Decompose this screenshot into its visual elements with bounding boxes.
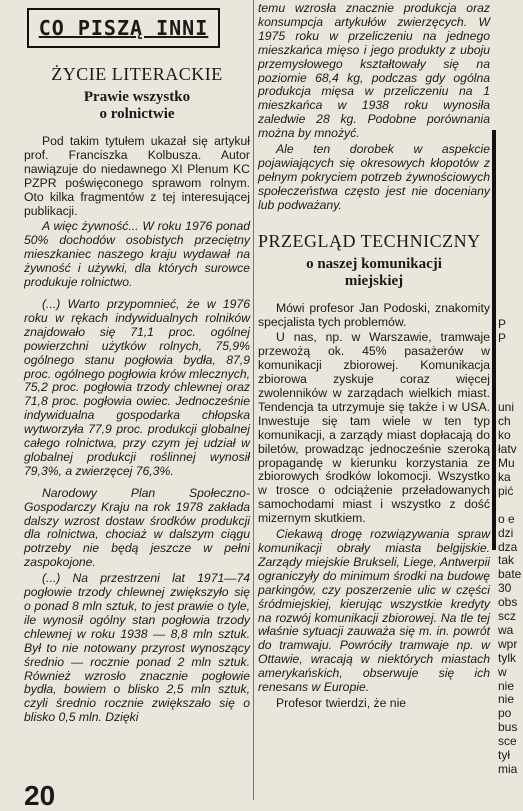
article-title-line-2: o rolnictwie (99, 106, 175, 122)
right-column (258, 2, 490, 711)
cut-off-line: 30 (498, 581, 512, 596)
cut-off-line: Mu (498, 456, 515, 471)
cut-off-line: w (498, 664, 507, 679)
paragraph: Mówi profesor Jan Podoski, znakomity specjalista tych problemów. (258, 300, 490, 329)
paragraph: Ale ten dorobek w aspekcie pojawiających się okresowych kłopotów z pełnym pokryciem potrzeb żywnościowych społeczeństwa często jest nie doceniany lub podważany. (258, 142, 490, 212)
cut-off-line: scz (498, 609, 516, 624)
column-divider (253, 0, 254, 800)
cut-off-line (498, 388, 523, 402)
cut-off-line: tylk (498, 650, 516, 665)
cut-off-line: o e (498, 511, 515, 526)
paragraph: Profesor twierdzi, że nie (276, 695, 407, 710)
cut-off-line: nie (498, 678, 515, 693)
section-masthead (27, 8, 220, 48)
paragraph: (...) Na przestrzeni lat 1971—74 pogłowie trzody chlewnej zwiększyło się o ponad 8 mln sztuk, to jest prawie o tyle, ile wynosił ogólny stan pogłowia trzody chlewnej w roku 1938 — 8,8 mln sztuk. Był to nie notowany przyrost wynoszący średnio — rocznie ponad 2 mln sztuk. Również wzrosło znacznie pogłowie bydła, bowiem o blisko 2,5 mln sztuk, czyli średnio rocznie zwiększało się o blisko 0,5 mln. Dzięki (24, 571, 250, 725)
cut-off-text (498, 318, 523, 777)
cut-off-line: pić (498, 483, 514, 498)
cut-off-line: wpr (498, 636, 518, 651)
cut-off-line: ko (498, 428, 511, 443)
cut-off-column (498, 318, 523, 777)
cut-off-line: wa (498, 622, 514, 637)
cut-off-line: dza (498, 539, 518, 554)
cut-off-line (498, 346, 523, 360)
cut-off-line: po (498, 706, 512, 721)
cut-off-line (498, 374, 523, 388)
cut-off-line: P (498, 318, 507, 331)
paragraph: A więc żywność... W roku 1976 ponad 50% dochodów osobistych przeciętny mieszkaniec naszego kraju wydawał na żywność i używki, dla których surowce produkuje rolnictwo. (24, 219, 250, 290)
lead-paragraph: Pod takim tytułem ukazał się artykuł prof. Franciszka Kolbusza. Autor nawiązuje do niedawnego XI Plenum KC PZPR poświęconego sprawom rolnym. Oto kilka fragmentów z tej interesującej publikacji. (24, 134, 250, 218)
article-title-line-1: Prawie wszystko (83, 89, 191, 105)
article-title-line-1: o naszej komunikacji (306, 255, 442, 272)
source-heading: PRZEGLĄD TECHNICZNY (258, 230, 481, 251)
cut-off-line: P (498, 330, 507, 345)
cut-off-line (498, 360, 523, 374)
cut-off-line: bus (498, 720, 518, 735)
paragraph: U nas, np. w Warszawie, tramwaje przewożą ok. 45% pasażerów w komunikacji zbiorowej. Komunikacja zbiorowa zyskuje coraz więcej zwolenników w zarządach wielkich miast. Tendencja ta utrzymuje się także i w USA. Inwestuje się tam wiele w ten typ komunikacji, a zarządy miast dopłacają do biletów, prowadząc jednocześnie szeroką propagandę w kierunku korzystania ze zbiorowych środków lokomocji. Wszystko w trosce o odciążenie przeładowanych samochodami miast i wszystko z dość mizernym skutkiem. (258, 330, 490, 526)
cut-off-line: ch (498, 414, 511, 429)
paragraph: (...) Warto przypomnieć, że w 1976 roku w rękach indywidualnych rolników znajdowało się 71,1 proc. ogólnej powierzchni użytków rolnych, 75,9% ogólnego stanu pogłowia bydła, 87,9 proc. ogólnego pogłowia krów mlecznych, 75,2 proc. pogłowia trzody chlewnej oraz 71,8 proc. pogłowia owiec. Jednocześnie indywidualna gospodarka chłopska wytworzyła 77,9 proc. produkcji globalnej całego rolnictwa, przy czym jej udział w globalnej produkcji roślinnej wynosił 79,3%, a zwierzęcej 76,3%. (24, 296, 250, 478)
page-number: 20 (24, 780, 56, 811)
cut-off-line: mia (498, 762, 518, 776)
cut-off-line: dzi (498, 525, 514, 540)
cut-off-line: obs (498, 595, 518, 610)
masthead-title: CO PISZĄ INNI (38, 16, 209, 40)
cut-off-line: bate (498, 567, 522, 582)
cut-off-line: ka (498, 469, 511, 484)
paragraph: temu wzrosła znacznie produkcja oraz konsumpcja artykułów zwierzęcych. W 1975 roku w przeliczeniu na jednego mieszkańca mięso i jego produkty z uboju przemysłowego kształtowały się na poziomie 68,4 kg, podczas gdy ogólna produkcja mięsa w przeliczeniu na 1 mieszkańca w 1938 roku wynosiła zaledwie 28 kg. Podobne porównania można by mnożyć. (258, 1, 490, 141)
cut-off-line: uni (498, 400, 515, 415)
paragraph: Ciekawą drogę rozwiązywania spraw komunikacji obrały miasta belgijskie. Zarządy miejskie Brukseli, Liege, Antwerpii ograniczyły do minimum środki na budowę parkingów, czy poszerzenie ulic w części śródmiejskiej, kierując wszystkie kredyty na rozwój komunikacji zbiorowej. Na tle tej właśnie sytuacji zauważa się m. in. powrót do tramwaju. Powróciły tramwaje np. w Ottawie, wracają w niektórych miastach amerykańskich, obserwuje się ich renesans w Europie. (258, 527, 490, 695)
cut-off-line: łatv (498, 442, 517, 457)
cut-off-line: tak (498, 553, 515, 568)
cut-off-line: nie (498, 692, 515, 707)
cut-off-line: sce (498, 734, 517, 749)
black-border-bar (492, 130, 496, 550)
cut-off-line: tył (498, 748, 510, 763)
source-heading: ŻYCIE LITERACKIE (51, 64, 223, 84)
article-title-line-2: miejskiej (344, 272, 404, 289)
left-column (24, 64, 250, 725)
cut-off-line (498, 499, 523, 513)
paragraph: Narodowy Plan Społeczno-Gospodarczy Kraju na rok 1978 zakłada dalszy wzrost dostaw środków produkcji dla rolnictwa, chociaż w dalszym ciągu potrzeby nie będą jeszcze w pełni zaspokojone. (24, 485, 250, 570)
